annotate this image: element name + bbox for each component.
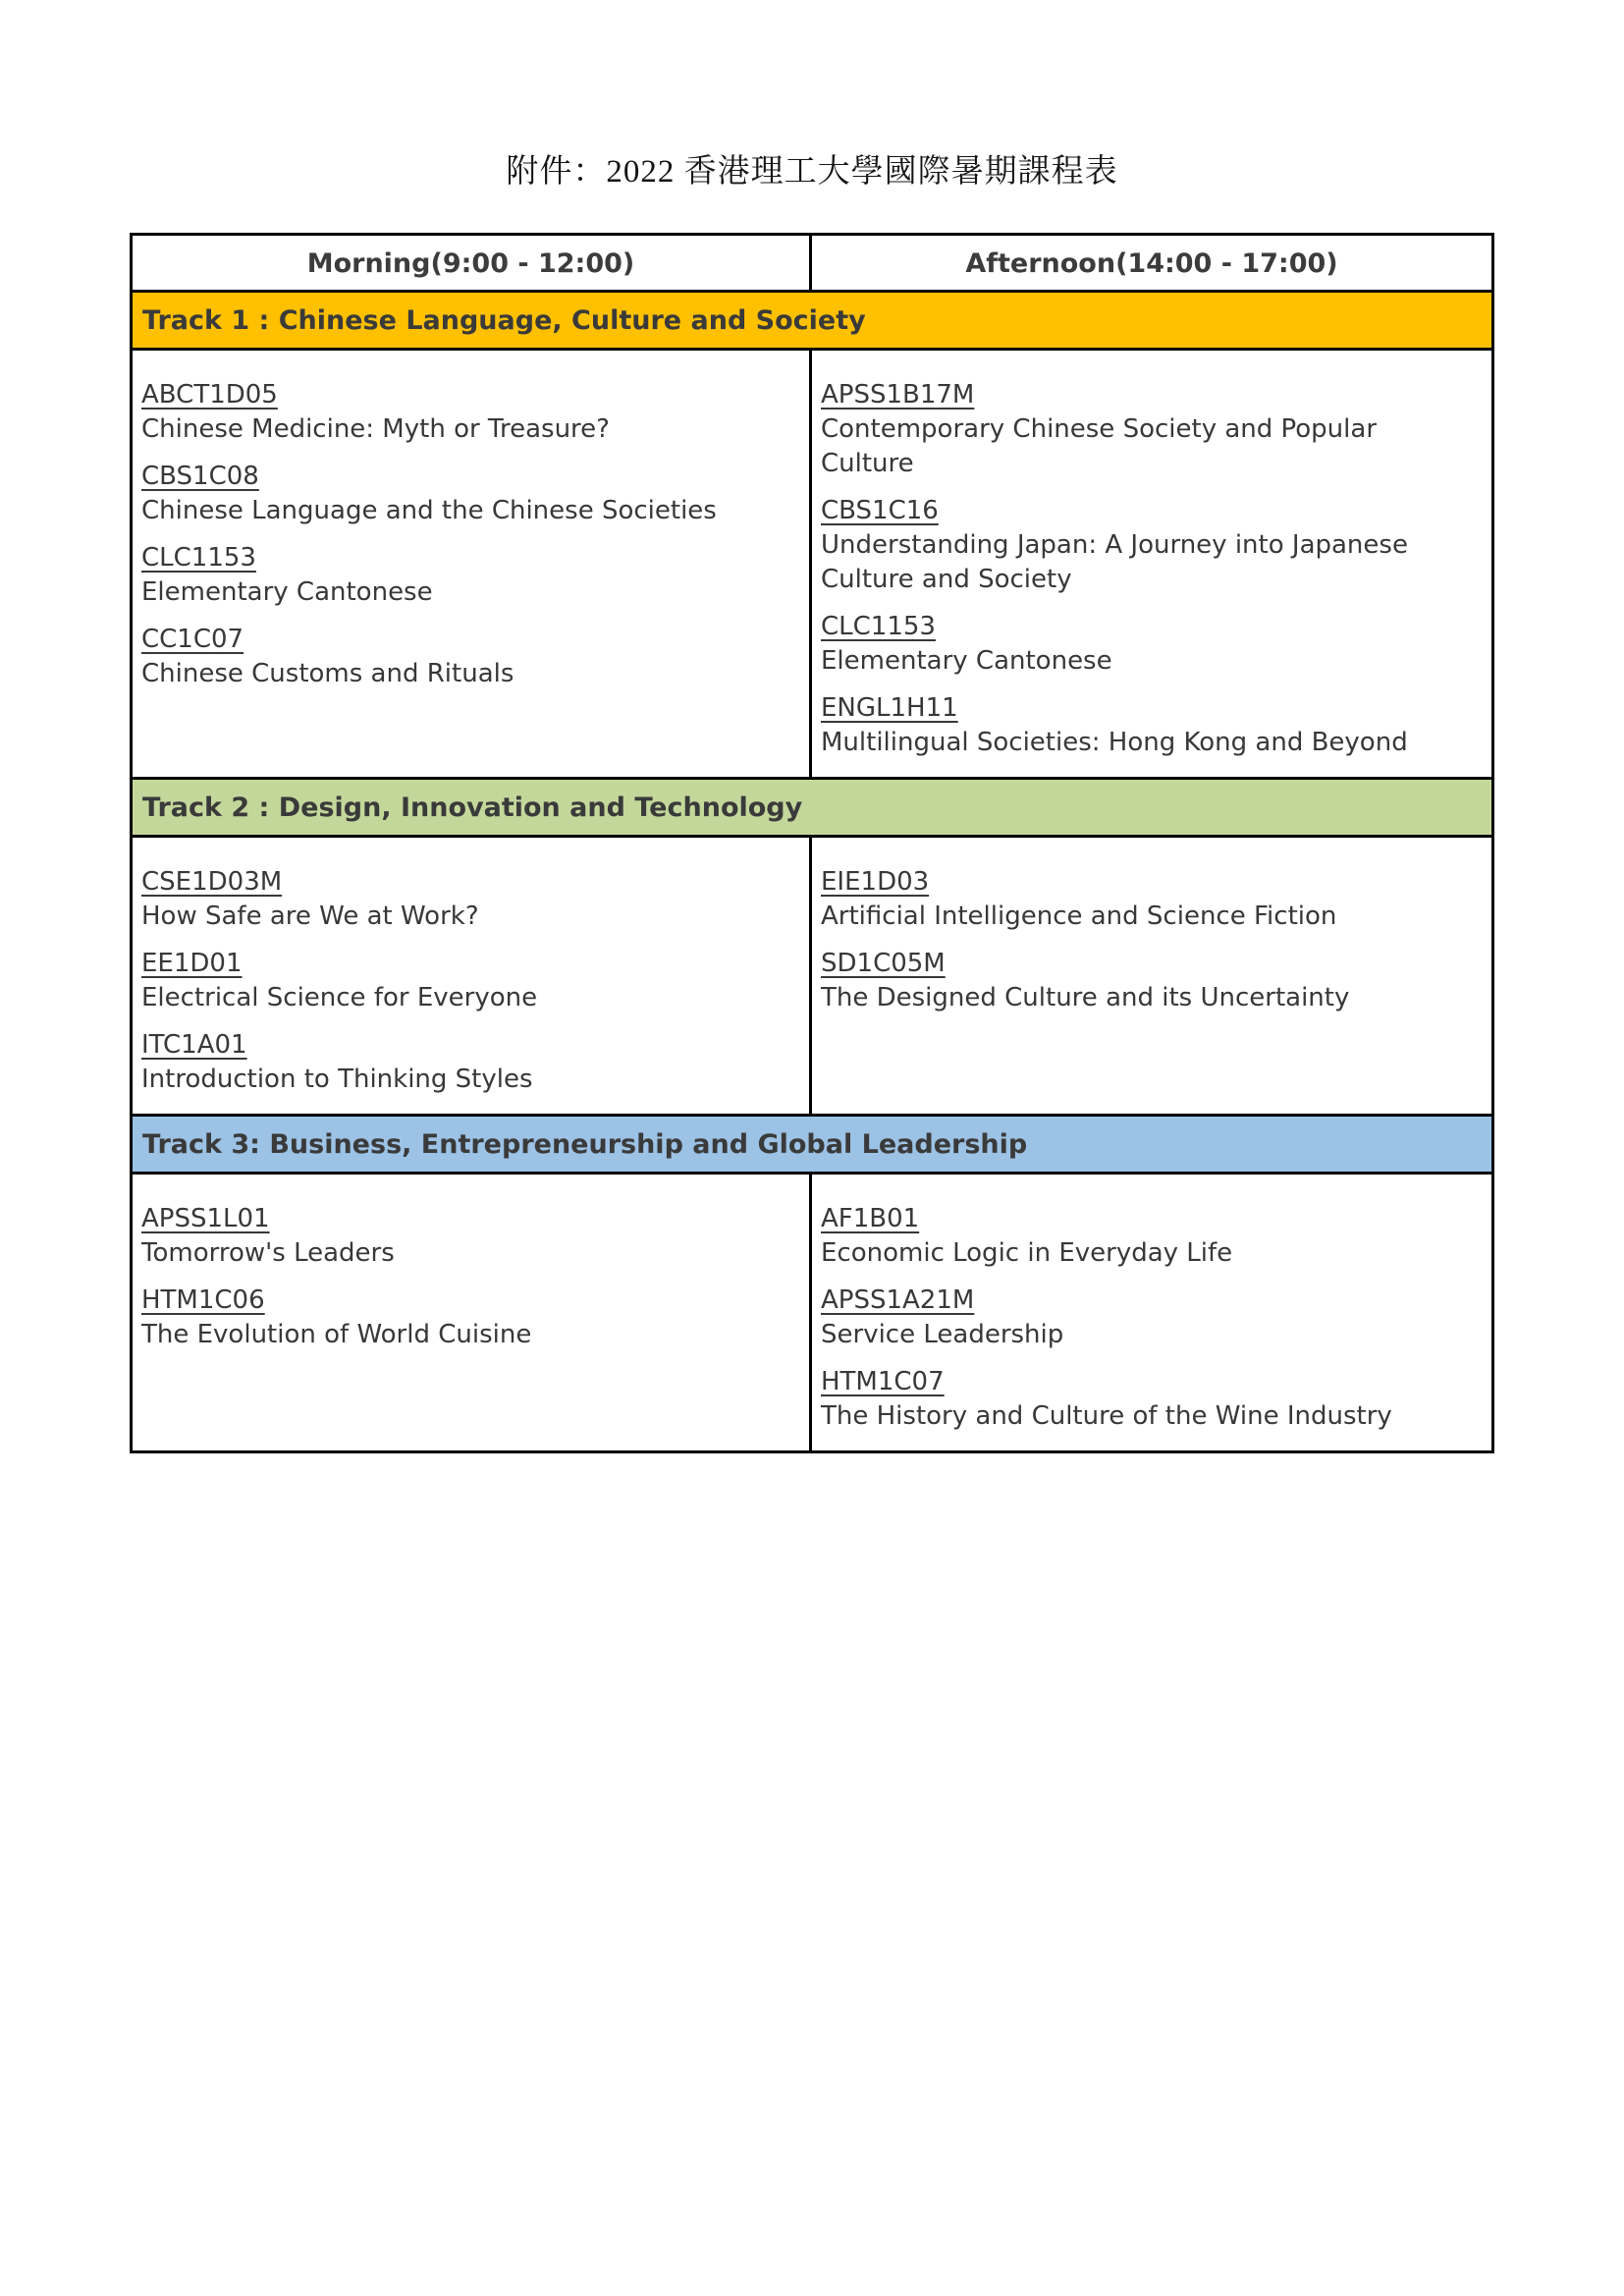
course-title: Multilingual Societies: Hong Kong and Beyond [821, 728, 1408, 757]
track3-morning-cell [133, 1175, 812, 1450]
course-item [821, 494, 1457, 597]
course-title: How Safe are We at Work? [141, 902, 479, 931]
track2-afternoon-cell [812, 838, 1491, 1114]
course-item [821, 691, 1457, 760]
track3-courses-row [133, 1175, 1491, 1450]
course-code-link[interactable]: ITC1A01 [141, 1030, 247, 1060]
course-title: Elementary Cantonese [141, 577, 433, 607]
course-title: Chinese Language and the Chinese Societies [141, 496, 717, 525]
track1-morning-cell [133, 351, 812, 777]
column-header-row [133, 236, 1491, 293]
course-code-link[interactable]: CBS1C16 [821, 496, 939, 525]
course-item [141, 541, 778, 610]
course-item [141, 1202, 778, 1271]
course-item [141, 947, 778, 1015]
track2-header: Track 2 : Design, Innovation and Technology [133, 780, 1491, 838]
course-title: Elementary Cantonese [821, 646, 1112, 676]
course-title: Contemporary Chinese Society and Popular Culture [821, 414, 1378, 478]
course-code-link[interactable]: EIE1D03 [821, 867, 930, 897]
course-title: Economic Logic in Everyday Life [821, 1238, 1233, 1268]
course-code-link[interactable]: CLC1153 [821, 612, 936, 641]
course-code-link[interactable]: APSS1B17M [821, 380, 975, 410]
course-title: Understanding Japan: A Journey into Japanese Culture and Society [821, 530, 1408, 594]
course-code-link[interactable]: APSS1A21M [821, 1285, 975, 1315]
course-item [821, 378, 1457, 481]
course-item [821, 610, 1457, 679]
course-code-link[interactable]: CBS1C08 [141, 462, 259, 491]
course-item [141, 623, 778, 691]
course-code-link[interactable]: APSS1L01 [141, 1204, 270, 1233]
course-code-link[interactable]: HTM1C07 [821, 1367, 945, 1396]
course-title: Chinese Medicine: Myth or Treasure? [141, 414, 610, 444]
track3-afternoon-cell [812, 1175, 1491, 1450]
course-title: Electrical Science for Everyone [141, 983, 538, 1012]
course-title: Introduction to Thinking Styles [141, 1065, 533, 1094]
page-title: 附件：2022 香港理工大學國際暑期課程表 [506, 154, 1118, 190]
course-code-link[interactable]: SD1C05M [821, 949, 946, 978]
course-title: The Evolution of World Cuisine [141, 1320, 532, 1349]
track2-courses-row [133, 838, 1491, 1117]
course-item [141, 378, 778, 447]
track1-header: Track 1 : Chinese Language, Culture and Society [133, 293, 1491, 351]
course-code-link[interactable]: CSE1D03M [141, 867, 283, 897]
course-code-link[interactable]: CC1C07 [141, 625, 244, 654]
course-item [821, 1202, 1457, 1271]
track1-courses-row [133, 351, 1491, 780]
course-item [821, 1365, 1457, 1434]
course-code-link[interactable]: ABCT1D05 [141, 380, 278, 410]
course-title: Service Leadership [821, 1320, 1064, 1349]
column-header-morning: Morning(9:00 - 12:00) [133, 236, 812, 290]
course-title: The History and Culture of the Wine Industry [821, 1401, 1392, 1431]
course-item [821, 947, 1457, 1015]
track3-header: Track 3: Business, Entrepreneurship and Global Leadership [133, 1117, 1491, 1175]
course-title: Tomorrow's Leaders [141, 1238, 395, 1268]
course-item [821, 1284, 1457, 1352]
course-item [141, 1028, 778, 1097]
course-code-link[interactable]: CLC1153 [141, 543, 256, 573]
course-title: The Designed Culture and its Uncertainty [821, 983, 1350, 1012]
course-item [141, 865, 778, 934]
course-title: Artificial Intelligence and Science Fiction [821, 902, 1337, 931]
column-header-afternoon: Afternoon(14:00 - 17:00) [965, 248, 1338, 279]
course-item [141, 460, 778, 528]
course-code-link[interactable]: AF1B01 [821, 1204, 920, 1233]
course-title: Chinese Customs and Rituals [141, 659, 514, 688]
course-item [141, 1284, 778, 1352]
schedule-table [130, 233, 1494, 1453]
course-code-link[interactable]: EE1D01 [141, 949, 243, 978]
course-code-link[interactable]: ENGL1H11 [821, 693, 958, 723]
course-code-link[interactable]: HTM1C06 [141, 1285, 265, 1315]
track2-morning-cell [133, 838, 812, 1114]
track1-afternoon-cell [812, 351, 1491, 777]
course-item [821, 865, 1457, 934]
